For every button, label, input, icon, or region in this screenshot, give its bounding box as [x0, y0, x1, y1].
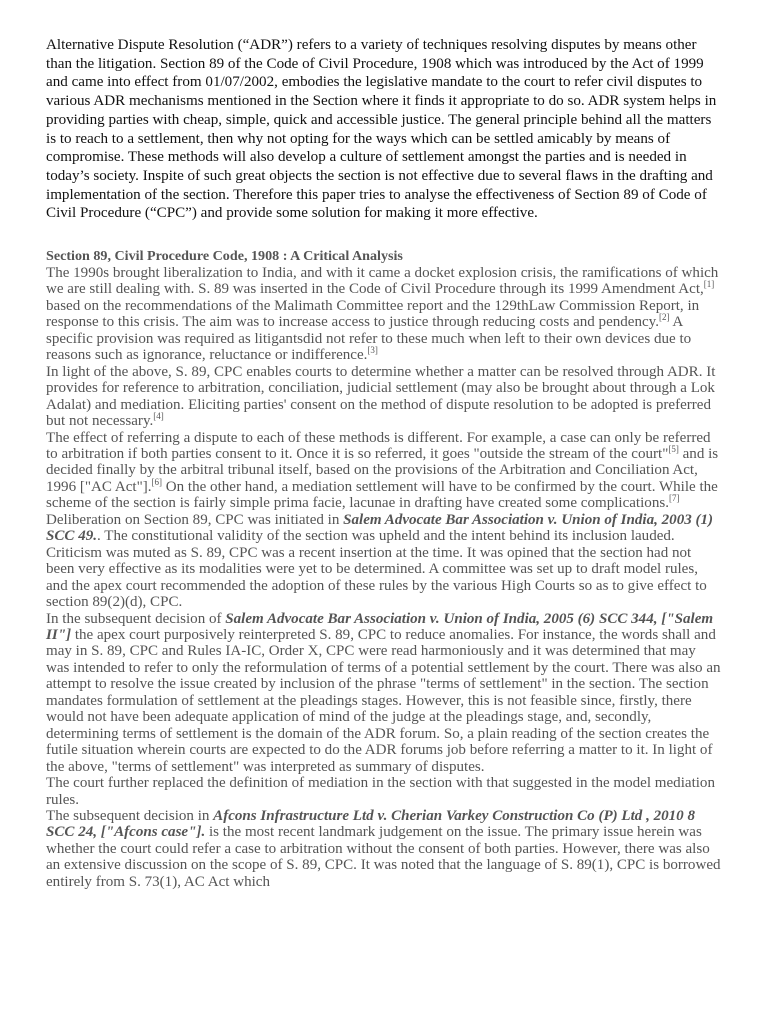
case-citation-salem-ii: Salem Advocate Bar Association v. Union of India, 2005 (6) SCC 344, ["Salem II"] [46, 610, 714, 643]
paragraph-liberalization: The 1990s brought liberalization to India, and with it came a docket explosion crisis, the ramifications of which we are still dealing with. S. 89 was inserted in the Code of Civil Procedure through its 1999 Amendment Act,[1] based on the recommendations of the Malimath Committee report and the 129thLaw Commission Report, in response to this crisis. The aim was to increase access to justice through reducing costs and pendency.[2] A specific provision was required as litigantsdid not refer to these much when left to their own devices due to reasons such as ignorance, reluctance or indifference.[3] [46, 265, 719, 364]
case-citation-afcons: Afcons Infrastructure Ltd v. Cherian Varkey Construction Co (P) Ltd , 2010 8 SCC 24, ["Afcons case"]. [46, 807, 695, 841]
paragraph-mediation-definition: The court further replaced the definition of mediation in the section with that suggested in the model mediation rules. [46, 775, 715, 808]
paragraph-effect-of-referring: The effect of referring a dispute to each of these methods is different. For example, a case can only be referred to arbitration if both parties consent to it. Once it is so referred, it goes "outside the stream of the court"[5] and is decided finally by the arbitral tribunal itself, based on the provisions of the Arbitration and Conciliation Act, 1996 ["AC Act"].[6] On the other hand, a mediation settlement will have to be confirmed by the court. While the scheme of the section is fairly simple prima facie, lacunae in drafting have created some complications.[7] [46, 429, 719, 512]
footnote-ref-3[interactable]: [3] [367, 345, 378, 356]
paragraph-salem-ii: In the subsequent decision of Salem Advocate Bar Association v. Union of India, 2005 (6) SCC 344, ["Salem II"] the apex court purposively reinterpreted S. 89, CPC to reduce anomalies. For instance, the words shall and may in S. 89, CPC and Rules IA-IC, Order X, CPC were read harmoniously and it was determined that may was intended to refer to only the reformulation of terms of a potential settlement by the court. There was also an attempt to resolve the issue created by inclusion of the phrase "terms of settlement" in the section. The section mandates formulation of settlement at the pleadings stages. However, this is not feasible since, firstly, there would not have been adequate application of mind of the judge at the pleadings stage, and, secondly, determining terms of settlement is the domain of the ADR forum. So, a plain reading of the section creates the futile situation wherein courts are expected to do the ADR forums job before referring a matter to it. In light of the above, "terms of settlement" was interpreted as summary of disputes. [46, 610, 721, 775]
article-body [46, 265, 722, 890]
footnote-ref-2[interactable]: [2] [659, 312, 670, 323]
section-heading: Section 89, Civil Procedure Code, 1908 : A Critical Analysis [46, 248, 403, 265]
footnote-ref-7[interactable]: [7] [668, 493, 680, 504]
paragraph-adr-reference: In light of the above, S. 89, CPC enables courts to determine whether a matter can be resolved through ADR. It provides for reference to arbitration, conciliation, judicial settlement (may also be brought about through a Lok Adalat) and mediation. Eliciting parties' consent on the method of dispute resolution to be adopted is preferred but not necessary.[4] [46, 363, 716, 430]
footnote-ref-6[interactable]: [6] [151, 476, 162, 487]
paragraph-afcons: The subsequent decision in Afcons Infrastructure Ltd v. Cherian Varkey Construction Co (P) Ltd , 2010 8 SCC 24, ["Afcons case"]. is the most recent landmark judgement on the issue. The primary issue herein was whether the court could refer a case to arbitration without the consent of both parties. However, there was also an extensive discussion on the scope of S. 89, CPC. It was noted that the language of S. 89(1), CPC is borrowed entirely from S. 73(1), AC Act which [46, 807, 721, 890]
abstract-paragraph: Alternative Dispute Resolution (“ADR”) refers to a variety of techniques resolving disputes by means other than the litigation. Section 89 of the Code of Civil Procedure, 1908 which was introduced by the Act of 1999 and came into effect from 01/07/2002, embodies the legislative mandate to the court to refer civil disputes to various ADR mechanisms mentioned in the Section where it finds it appropriate to do so. ADR system helps in providing parties with cheap, simple, quick and accessible justice. The general principle behind all the matters is to reach to a settlement, then why not opting for the ways which can be settled amicably by means of compromise. These methods will also develop a culture of settlement amongst the parties and is needed in today’s society. Inspite of such great objects the section is not effective due to several flaws in the drafting and implementation of the section. Therefore this paper tries to analyse the effectiveness of Section 89 of Code of Civil Procedure (“CPC”) and provide some solution for making it more effective. [46, 37, 717, 222]
footnote-ref-1[interactable]: [1] [703, 279, 715, 290]
footnote-ref-5[interactable]: [5] [668, 444, 679, 454]
paragraph-salem-i: Deliberation on Section 89, CPC was initiated in Salem Advocate Bar Association v. Union of India, 2003 (1) SCC 49.. The constitutional validity of the section was upheld and the intent behind its inclusion lauded. Criticism was muted as S. 89, CPC was a recent insertion at the time. It was opined that the section had not been very effective as its modalities were yet to be determined. A committee was set up to draft model rules, and the apex court recommended the adoption of these rules by the various High Courts so as to give effect to section 89(2)(d), CPC. [46, 511, 714, 611]
case-citation-salem-i: Salem Advocate Bar Association v. Union of India, 2003 (1) SCC 49. [46, 511, 714, 545]
footnote-ref-4[interactable]: [4] [153, 411, 164, 422]
